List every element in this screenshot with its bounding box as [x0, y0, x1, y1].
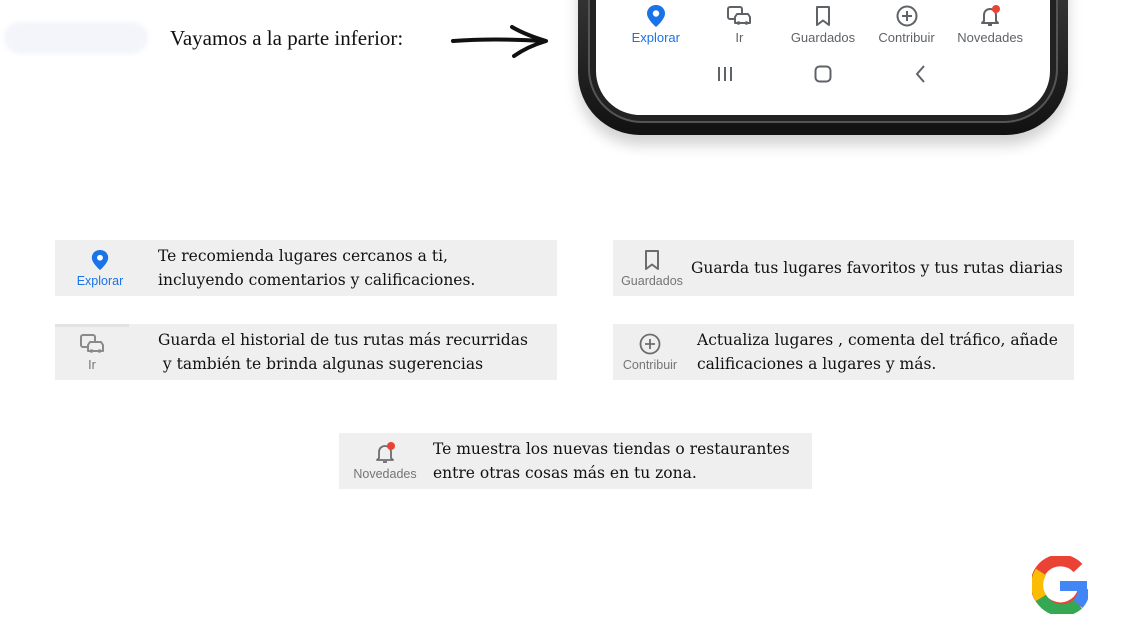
- card-icon-box: [55, 248, 145, 288]
- bell-icon: [978, 4, 1002, 28]
- add-circle-icon: [638, 332, 662, 356]
- card-explorar: [55, 240, 557, 296]
- arrow-right-icon: [450, 22, 550, 62]
- card-icon-box: [613, 332, 687, 372]
- card-line: entre otras cosas más en tu zona.: [433, 464, 697, 482]
- card-description: [433, 437, 790, 485]
- nav-item-explorar[interactable]: [614, 4, 698, 54]
- nav-label: Ir: [735, 30, 744, 45]
- home-icon[interactable]: [812, 64, 834, 84]
- bottom-navigation: [614, 4, 1032, 54]
- card-line: Te recomienda lugares cercanos a ti,: [158, 247, 448, 265]
- map-pin-icon: [90, 248, 110, 272]
- blurred-corner-mark: [4, 22, 148, 54]
- commute-icon: [79, 332, 105, 356]
- nav-item-novedades[interactable]: [948, 4, 1032, 54]
- nav-label: Contribuir: [878, 30, 935, 45]
- add-circle-icon: [895, 4, 919, 28]
- card-icon-box: [339, 441, 431, 481]
- card-novedades: [339, 433, 812, 489]
- nav-label: Guardados: [790, 30, 856, 45]
- nav-item-contribuir[interactable]: [865, 4, 949, 54]
- recent-apps-icon[interactable]: [714, 64, 736, 84]
- card-icon-label: Novedades: [353, 467, 417, 481]
- nav-item-guardados[interactable]: [781, 4, 865, 54]
- card-icon-box: [613, 248, 691, 288]
- card-line: Te muestra los nuevas tiendas o restaurantes: [433, 440, 790, 458]
- card-description: [697, 328, 1058, 376]
- card-top-line: [55, 324, 129, 327]
- card-icon-label: Ir: [88, 358, 96, 372]
- back-icon[interactable]: [910, 64, 932, 84]
- bookmark-icon: [812, 4, 834, 28]
- card-line: Guarda el historial de tus rutas más recurridas: [158, 331, 528, 349]
- system-navigation: [596, 64, 1050, 84]
- card-description: [691, 256, 1063, 280]
- card-icon-label: Explorar: [76, 274, 124, 288]
- nav-label: Novedades: [957, 30, 1024, 45]
- card-description: [158, 328, 528, 376]
- card-line: Actualiza lugares , comenta del tráfico, añade: [697, 331, 1058, 349]
- card-line: y también te brinda algunas sugerencias: [158, 355, 484, 373]
- card-ir: [55, 324, 557, 380]
- google-logo-icon: [1032, 556, 1088, 614]
- bookmark-icon: [641, 248, 663, 272]
- nav-label: Explorar: [631, 30, 680, 45]
- card-icon-label: Contribuir: [622, 358, 678, 372]
- bell-icon: [373, 441, 397, 465]
- nav-item-ir[interactable]: [698, 4, 782, 54]
- map-pin-icon: [645, 4, 667, 28]
- card-icon-box: [55, 332, 129, 372]
- card-description: [158, 244, 475, 292]
- card-icon-label: Guardados: [621, 274, 683, 288]
- card-line: calificaciones a lugares y más.: [697, 355, 937, 373]
- commute-icon: [726, 4, 752, 28]
- intro-text: Vayamos a la parte inferior:: [170, 26, 404, 50]
- phone-mockup: [578, 0, 1068, 135]
- card-contribuir: [613, 324, 1074, 380]
- phone-screen: [596, 0, 1050, 115]
- card-line: Guarda tus lugares favoritos y tus rutas diarias: [691, 259, 1063, 277]
- card-guardados: [613, 240, 1074, 296]
- card-line: incluyendo comentarios y calificaciones.: [158, 271, 476, 289]
